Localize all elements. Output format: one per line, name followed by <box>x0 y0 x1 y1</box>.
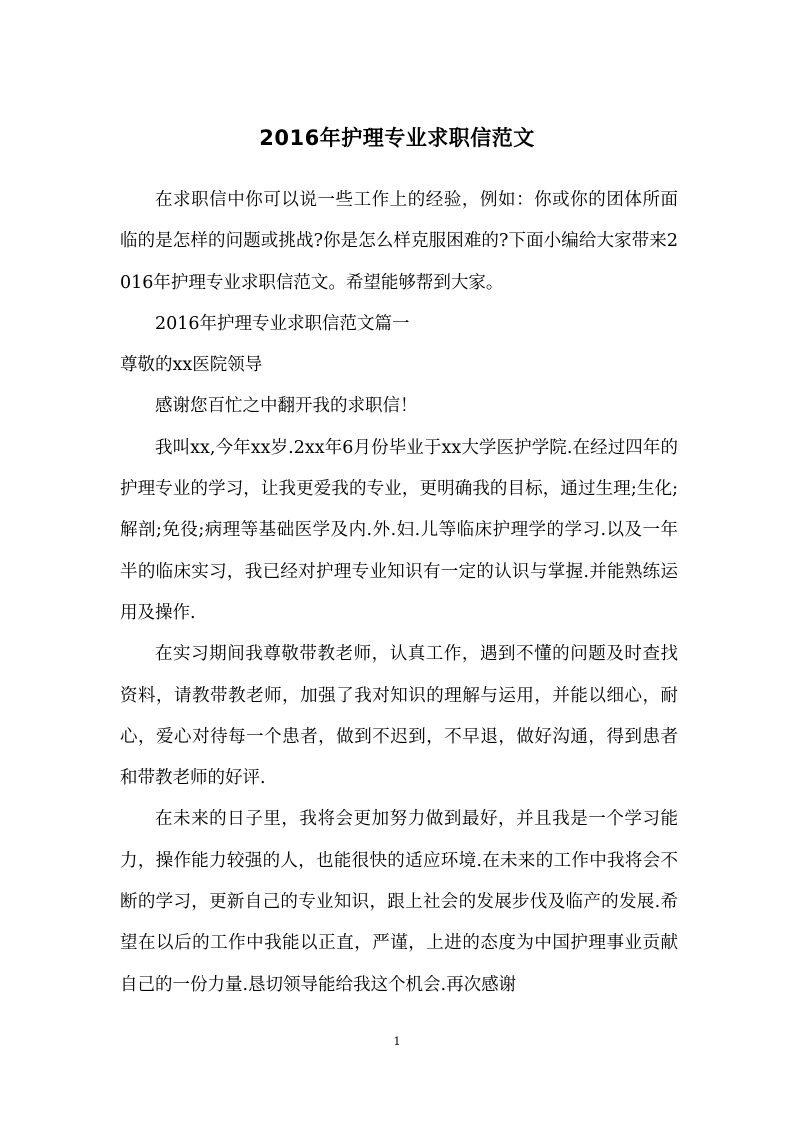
paragraph-section-heading: 2016年护理专业求职信范文篇一 <box>155 313 410 334</box>
paragraph-intro: 在求职信中你可以说一些工作上的经验，例如：你或你的团体所面临的是怎样的问题或挑战?你是怎么样克服困难的?下面小编给大家带来2016年护理专业求职信范文。希望能够帮到大家。 <box>120 190 678 293</box>
document-body <box>120 180 678 1006</box>
paragraph-salutation: 尊敬的xx医院领导 <box>120 355 263 376</box>
paragraph-thanks: 感谢您百忙之中翻开我的求职信！ <box>155 396 418 417</box>
paragraph-future: 在未来的日子里，我将会更加努力做到最好，并且我是一个学习能力，操作能力较强的人，也能很快的适应环境.在未来的工作中我将会不断的学习，更新自己的专业知识，跟上社会的发展步伐及临产的发展.希望在以后的工作中我能以正直，严谨，上进的态度为中国护理事业贡献自己的一份力量.恳切领导能给我这个机会.再次感谢 <box>120 809 678 995</box>
paragraph-internship: 在实习期间我尊敬带教老师，认真工作，遇到不懂的问题及时查找资料，请教带教老师，加强了我对知识的理解与运用，并能以细心，耐心，爱心对待每一个患者，做到不迟到，不早退，做好沟通，得到患者和带教老师的好评. <box>120 644 678 789</box>
page-number: 1 <box>393 1035 401 1048</box>
paragraph-self-introduction: 我叫xx,今年xx岁.2xx年6月份毕业于xx大学医护学院.在经过四年的护理专业的学习，让我更爱我的专业，更明确我的目标，通过生理;生化;解剖;免役;病理等基础医学及内.外.妇.儿等临床护理学的学习.以及一年半的临床实习，我已经对护理专业知识有一定的认识与掌握.并能熟练运用及操作. <box>120 437 678 623</box>
document-title: 2016年护理专业求职信范文 <box>259 126 535 150</box>
